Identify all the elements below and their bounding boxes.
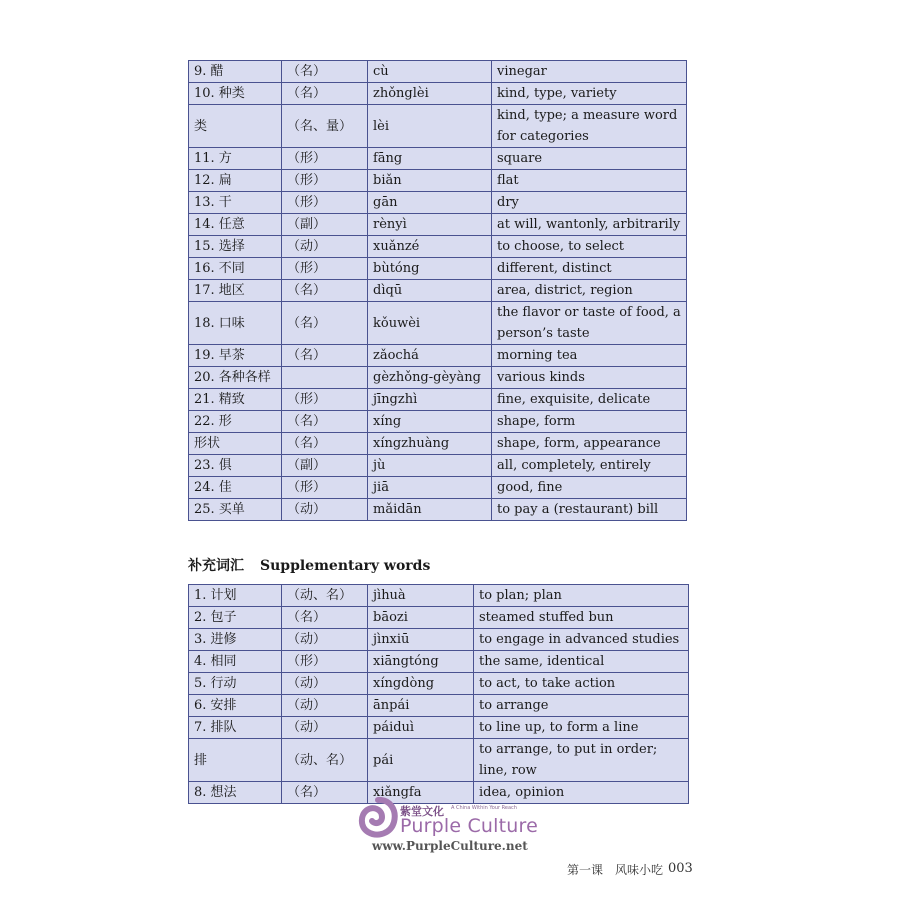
vocab-word: 18. 口味 bbox=[189, 302, 282, 345]
vocab-meaning: all, completely, entirely bbox=[492, 455, 687, 477]
footer-lesson: 第一课 bbox=[567, 863, 604, 877]
vocab-meaning: area, district, region bbox=[492, 280, 687, 302]
vocab-pinyin: mǎidān bbox=[368, 499, 492, 521]
vocab-pinyin: xíng bbox=[368, 411, 492, 433]
vocab-word: 19. 早茶 bbox=[189, 345, 282, 367]
vocab-row bbox=[189, 673, 689, 695]
vocab-row bbox=[189, 105, 687, 148]
vocab-word: 9. 醋 bbox=[189, 61, 282, 83]
vocab-word: 1. 计划 bbox=[189, 585, 282, 607]
vocab-meaning: various kinds bbox=[492, 367, 687, 389]
supplementary-heading-cn: 补充词汇 bbox=[188, 558, 244, 574]
vocab-pinyin: bāozi bbox=[368, 607, 474, 629]
vocab-meaning: morning tea bbox=[492, 345, 687, 367]
vocab-pinyin: xíngdòng bbox=[368, 673, 474, 695]
vocab-word: 14. 任意 bbox=[189, 214, 282, 236]
vocab-word: 17. 地区 bbox=[189, 280, 282, 302]
vocab-part-of-speech: （名） bbox=[282, 607, 368, 629]
vocab-part-of-speech: （名） bbox=[282, 280, 368, 302]
vocab-meaning: dry bbox=[492, 192, 687, 214]
vocab-pinyin: zǎochá bbox=[368, 345, 492, 367]
vocab-meaning: at will, wantonly, arbitrarily bbox=[492, 214, 687, 236]
vocab-pinyin: jīngzhì bbox=[368, 389, 492, 411]
vocab-pinyin: gān bbox=[368, 192, 492, 214]
vocab-word: 16. 不同 bbox=[189, 258, 282, 280]
vocab-meaning: to arrange bbox=[474, 695, 689, 717]
vocab-part-of-speech: （动） bbox=[282, 673, 368, 695]
vocab-part-of-speech bbox=[282, 367, 368, 389]
vocab-row bbox=[189, 367, 687, 389]
vocab-part-of-speech: （名） bbox=[282, 782, 368, 804]
vocab-part-of-speech: （形） bbox=[282, 148, 368, 170]
supplementary-heading-en: Supplementary words bbox=[260, 558, 431, 574]
watermark-cn: 紫堂文化 bbox=[400, 805, 444, 818]
vocab-row bbox=[189, 258, 687, 280]
vocab-pinyin: fāng bbox=[368, 148, 492, 170]
vocab-part-of-speech: （动、名） bbox=[282, 739, 368, 782]
vocab-word: 10. 种类 bbox=[189, 83, 282, 105]
vocab-word: 8. 想法 bbox=[189, 782, 282, 804]
footer-title: 风味小吃 bbox=[615, 863, 664, 877]
watermark-tagline: A China Within Your Reach bbox=[451, 805, 517, 811]
vocab-part-of-speech: （名） bbox=[282, 302, 368, 345]
vocab-row bbox=[189, 280, 687, 302]
vocab-word: 形状 bbox=[189, 433, 282, 455]
vocab-meaning: to act, to take action bbox=[474, 673, 689, 695]
vocab-row bbox=[189, 477, 687, 499]
vocab-part-of-speech: （形） bbox=[282, 651, 368, 673]
vocab-row bbox=[189, 345, 687, 367]
watermark-brand: Purple Culture bbox=[400, 815, 539, 837]
vocab-pinyin: jìnxiū bbox=[368, 629, 474, 651]
vocab-word: 3. 进修 bbox=[189, 629, 282, 651]
vocab-row bbox=[189, 170, 687, 192]
vocab-part-of-speech: （动） bbox=[282, 717, 368, 739]
vocab-word: 类 bbox=[189, 105, 282, 148]
vocab-part-of-speech: （名、量） bbox=[282, 105, 368, 148]
vocab-part-of-speech: （形） bbox=[282, 477, 368, 499]
vocab-part-of-speech: （动） bbox=[282, 236, 368, 258]
purple-culture-watermark bbox=[358, 797, 548, 857]
supplementary-table-body bbox=[189, 585, 689, 804]
vocab-row bbox=[189, 433, 687, 455]
vocab-pinyin: jiā bbox=[368, 477, 492, 499]
vocab-word: 7. 排队 bbox=[189, 717, 282, 739]
vocab-meaning: to pay a (restaurant) bill bbox=[492, 499, 687, 521]
vocab-word: 6. 安排 bbox=[189, 695, 282, 717]
vocab-meaning: square bbox=[492, 148, 687, 170]
vocab-meaning: steamed stuffed bun bbox=[474, 607, 689, 629]
vocab-part-of-speech: （动） bbox=[282, 499, 368, 521]
vocab-word: 23. 俱 bbox=[189, 455, 282, 477]
vocab-meaning: shape, form bbox=[492, 411, 687, 433]
vocab-meaning: vinegar bbox=[492, 61, 687, 83]
vocab-part-of-speech: （名） bbox=[282, 83, 368, 105]
vocab-row bbox=[189, 499, 687, 521]
vocab-row bbox=[189, 739, 689, 782]
vocab-row bbox=[189, 455, 687, 477]
vocabulary-table-body bbox=[189, 61, 687, 521]
vocab-meaning: fine, exquisite, delicate bbox=[492, 389, 687, 411]
vocab-part-of-speech: （形） bbox=[282, 389, 368, 411]
vocab-part-of-speech: （形） bbox=[282, 170, 368, 192]
vocab-row bbox=[189, 61, 687, 83]
vocab-meaning: to line up, to form a line bbox=[474, 717, 689, 739]
vocab-word: 排 bbox=[189, 739, 282, 782]
swirl-logo-icon bbox=[358, 797, 398, 839]
page-number: 003 bbox=[668, 861, 693, 876]
vocabulary-table bbox=[188, 60, 687, 521]
supplementary-table bbox=[188, 584, 689, 804]
vocab-meaning: kind, type; a measure word for categories bbox=[492, 105, 687, 148]
vocab-pinyin: ānpái bbox=[368, 695, 474, 717]
vocab-row bbox=[189, 236, 687, 258]
vocab-word: 25. 买单 bbox=[189, 499, 282, 521]
vocab-pinyin: dìqū bbox=[368, 280, 492, 302]
vocab-meaning: kind, type, variety bbox=[492, 83, 687, 105]
vocab-pinyin: gèzhǒng-gèyàng bbox=[368, 367, 492, 389]
vocab-meaning: flat bbox=[492, 170, 687, 192]
vocab-pinyin: jù bbox=[368, 455, 492, 477]
vocab-word: 11. 方 bbox=[189, 148, 282, 170]
vocab-word: 24. 佳 bbox=[189, 477, 282, 499]
vocab-part-of-speech: （名） bbox=[282, 345, 368, 367]
vocab-meaning: different, distinct bbox=[492, 258, 687, 280]
vocab-word: 5. 行动 bbox=[189, 673, 282, 695]
vocab-pinyin: xiāngtóng bbox=[368, 651, 474, 673]
vocab-word: 22. 形 bbox=[189, 411, 282, 433]
vocab-meaning: to arrange, to put in order; line, row bbox=[474, 739, 689, 782]
vocab-pinyin: páiduì bbox=[368, 717, 474, 739]
vocab-row bbox=[189, 214, 687, 236]
vocab-pinyin: jìhuà bbox=[368, 585, 474, 607]
vocab-word: 12. 扁 bbox=[189, 170, 282, 192]
vocab-pinyin: pái bbox=[368, 739, 474, 782]
vocab-pinyin: bùtóng bbox=[368, 258, 492, 280]
vocab-meaning: the same, identical bbox=[474, 651, 689, 673]
vocab-pinyin: biǎn bbox=[368, 170, 492, 192]
vocab-part-of-speech: （名） bbox=[282, 433, 368, 455]
vocab-part-of-speech: （副） bbox=[282, 214, 368, 236]
vocab-meaning: the flavor or taste of food, a person’s taste bbox=[492, 302, 687, 345]
vocab-row bbox=[189, 148, 687, 170]
vocab-word: 15. 选择 bbox=[189, 236, 282, 258]
vocab-pinyin: xíngzhuàng bbox=[368, 433, 492, 455]
vocab-row bbox=[189, 717, 689, 739]
vocab-part-of-speech: （形） bbox=[282, 258, 368, 280]
vocab-row bbox=[189, 411, 687, 433]
vocab-row bbox=[189, 83, 687, 105]
vocab-row bbox=[189, 607, 689, 629]
vocab-pinyin: lèi bbox=[368, 105, 492, 148]
watermark-url: www.PurpleCulture.net bbox=[372, 839, 528, 853]
vocab-meaning: idea, opinion bbox=[474, 782, 689, 804]
vocab-pinyin: rènyì bbox=[368, 214, 492, 236]
vocab-row bbox=[189, 302, 687, 345]
vocab-row bbox=[189, 585, 689, 607]
vocab-word: 2. 包子 bbox=[189, 607, 282, 629]
vocab-part-of-speech: （形） bbox=[282, 192, 368, 214]
vocab-word: 13. 干 bbox=[189, 192, 282, 214]
vocab-meaning: to choose, to select bbox=[492, 236, 687, 258]
vocab-word: 21. 精致 bbox=[189, 389, 282, 411]
vocab-meaning: shape, form, appearance bbox=[492, 433, 687, 455]
vocab-pinyin: zhǒnglèi bbox=[368, 83, 492, 105]
vocab-part-of-speech: （动） bbox=[282, 695, 368, 717]
vocab-word: 4. 相同 bbox=[189, 651, 282, 673]
vocab-word: 20. 各种各样 bbox=[189, 367, 282, 389]
vocab-part-of-speech: （名） bbox=[282, 411, 368, 433]
vocab-row bbox=[189, 192, 687, 214]
vocab-pinyin: cù bbox=[368, 61, 492, 83]
vocab-part-of-speech: （动、名） bbox=[282, 585, 368, 607]
vocab-row bbox=[189, 629, 689, 651]
vocab-row bbox=[189, 651, 689, 673]
vocab-pinyin: xiǎngfa bbox=[368, 782, 474, 804]
vocab-meaning: to engage in advanced studies bbox=[474, 629, 689, 651]
vocab-part-of-speech: （副） bbox=[282, 455, 368, 477]
vocab-meaning: to plan; plan bbox=[474, 585, 689, 607]
vocab-meaning: good, fine bbox=[492, 477, 687, 499]
supplementary-heading bbox=[188, 555, 430, 575]
vocab-part-of-speech: （动） bbox=[282, 629, 368, 651]
vocab-pinyin: kǒuwèi bbox=[368, 302, 492, 345]
vocab-row bbox=[189, 389, 687, 411]
vocab-pinyin: xuǎnzé bbox=[368, 236, 492, 258]
vocab-part-of-speech: （名） bbox=[282, 61, 368, 83]
vocab-row bbox=[189, 695, 689, 717]
